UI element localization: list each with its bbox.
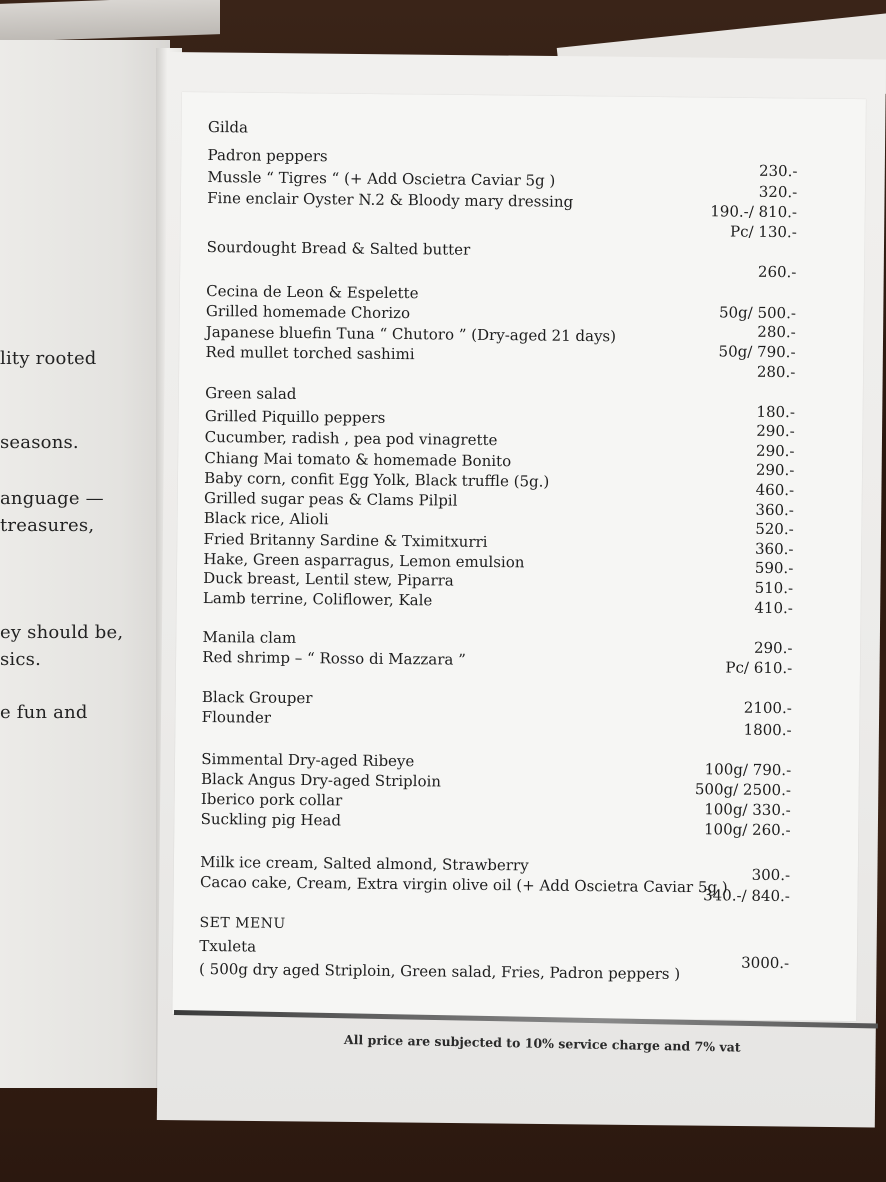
- menu-price: Pc/ 610.-: [725, 658, 793, 678]
- menu-item: ( 500g dry aged Striploin, Green salad, Fries, Padron peppers ): [198, 959, 681, 983]
- menu-item: Cecina de Leon & Espelette: [206, 281, 419, 303]
- menu-item: Red shrimp – “ Rosso di Mazzara ”: [202, 647, 466, 669]
- menu-price: 360.-: [755, 500, 795, 520]
- menu-item: Sourdought Bread & Salted butter: [206, 237, 471, 259]
- menu-item: Red mullet torched sashimi: [205, 342, 415, 364]
- menu-price: 100g/ 330.-: [704, 800, 791, 820]
- left-page-line: ey should be,: [0, 622, 124, 643]
- menu-item: Flounder: [201, 707, 272, 727]
- menu-price: 300.-: [751, 865, 791, 885]
- menu-item: Suckling pig Head: [200, 809, 342, 830]
- menu-item: Txuleta: [199, 936, 257, 956]
- menu-price: 320.-: [758, 182, 798, 202]
- menu-price: 290.-: [755, 441, 795, 461]
- left-page-line: lity rooted: [0, 348, 97, 369]
- menu-item: Fine enclair Oyster N.2 & Bloody mary dressing: [207, 188, 574, 211]
- menu-item: Iberico pork collar: [200, 789, 343, 810]
- left-page-line: sics.: [0, 649, 42, 670]
- menu-price: 100g/ 790.-: [704, 760, 792, 780]
- menu-price: 190.-/ 810.-: [710, 202, 798, 222]
- menu-price: 410.-: [754, 598, 793, 618]
- menu-item: Green salad: [205, 383, 297, 403]
- menu-price: 2100.-: [743, 698, 792, 718]
- menu-left-page: [0, 40, 170, 1088]
- menu-item: Cacao cake, Cream, Extra virgin olive oil (+ Add Oscietra Caviar 5g ): [199, 872, 728, 897]
- left-page-line: treasures,: [0, 515, 95, 536]
- left-page-line: anguage —: [0, 488, 104, 509]
- menu-price: Pc/ 130.-: [729, 222, 797, 242]
- menu-item: Japanese bluefin Tuna “ Chutoro ” (Dry-aged 21 days): [205, 322, 617, 346]
- menu-price: 280.-: [756, 362, 796, 382]
- menu-price: 360.-: [754, 539, 794, 559]
- menu-item: Black Angus Dry-aged Striploin: [200, 769, 442, 791]
- service-charge-note: All price are subjected to 10% service charge and 7% vat: [343, 1032, 741, 1055]
- menu-item: Hake, Green asparragus, Lemon emulsion: [203, 549, 525, 572]
- menu-item: Mussle “ Tigres “ (+ Add Oscietra Caviar 5g ): [207, 167, 556, 190]
- menu-price: 1800.-: [743, 720, 792, 740]
- menu-price: 280.-: [757, 322, 796, 342]
- menu-price: 290.-: [755, 460, 795, 480]
- menu-item: Manila clam: [202, 627, 297, 647]
- menu-item: Lamb terrine, Coliflower, Kale: [202, 588, 433, 610]
- menu-item: Grilled homemade Chorizo: [205, 301, 411, 323]
- menu-price: 460.-: [755, 480, 795, 500]
- left-page-line: seasons.: [0, 432, 79, 453]
- menu-item: Baby corn, confit Egg Yolk, Black truffle (5g.): [204, 468, 550, 491]
- menu-price: 290.-: [753, 638, 793, 658]
- menu-price: 100g/ 260.-: [703, 820, 791, 840]
- menu-item: Grilled Piquillo peppers: [204, 406, 386, 427]
- menu-item: Chiang Mai tomato & homemade Bonito: [204, 448, 512, 471]
- menu-item: Black Grouper: [201, 687, 313, 708]
- left-page-line: e fun and: [0, 702, 88, 723]
- menu-price: 50g/ 790.-: [718, 342, 796, 362]
- menu-item: Simmental Dry-aged Ribeye: [201, 749, 415, 771]
- menu-item: Milk ice cream, Salted almond, Strawberry: [200, 852, 529, 875]
- menu-price: 510.-: [754, 578, 794, 598]
- menu-price: 340.-/ 840.-: [703, 886, 790, 906]
- set-menu-heading: SET MENU: [199, 914, 286, 932]
- menu-price: 290.-: [756, 421, 795, 441]
- menu-item: Fried Britanny Sardine & Tximitxurri: [203, 529, 488, 551]
- menu-item: Black rice, Alioli: [203, 508, 329, 529]
- menu-price: 500g/ 2500.-: [694, 780, 792, 800]
- menu-price: 50g/ 500.-: [718, 303, 797, 323]
- menu-price: 520.-: [755, 519, 794, 539]
- menu-item: Cucumber, radish , pea pod vinagrette: [204, 427, 498, 450]
- menu-price: 3000.-: [741, 953, 790, 973]
- menu-item: Grilled sugar peas & Clams Pilpil: [203, 488, 458, 510]
- menu-item: Padron peppers: [207, 145, 328, 166]
- menu-price: 180.-: [756, 402, 796, 422]
- menu-item: Duck breast, Lentil stew, Piparra: [203, 568, 454, 590]
- menu-price: 590.-: [754, 558, 794, 578]
- menu-price: 260.-: [757, 262, 797, 282]
- menu-price: 230.-: [758, 161, 798, 181]
- menu-item: Gilda: [207, 118, 249, 137]
